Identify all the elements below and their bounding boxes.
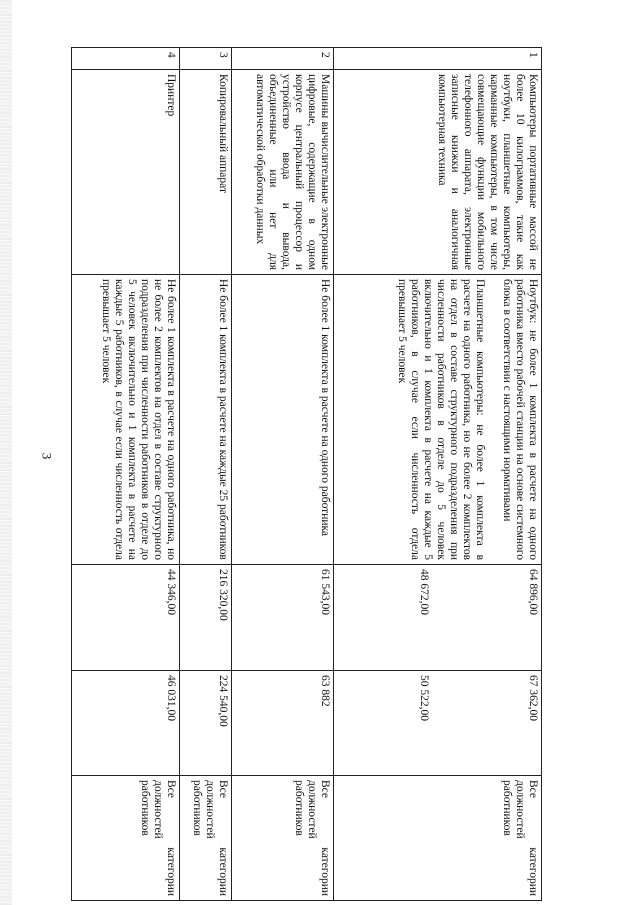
price-value: 67 362,00 [527,675,539,721]
norm-cell [334,275,542,565]
norm-text: Ноутбук: не более 1 комплекта в расчете на одного работника вместо рабочей станции на основе системного блока в соответствии с настоящими нормативами [501,279,539,560]
price-cell: 216 320,00 [180,565,232,671]
table-row [180,48,232,901]
table-row [232,48,334,901]
category-cell: Все категории должностей работников [180,776,232,901]
category-cell: Все категории должностей работников [232,776,334,901]
row-number: 2 [232,48,334,70]
category-cell: Все категории должностей работников [72,776,180,901]
item-name: Машины вычислительные электронные цифровые, содержащие в одном корпусе центральный процессор и устройство ввода и вывода, объединенные или нет для автоматической обработки данных [232,70,334,275]
price-cell: 46 031,00 [72,671,180,776]
price-cell: 224 540,00 [180,671,232,776]
price-cell [334,671,542,776]
row-number: 3 [180,48,232,70]
norms-table [71,47,542,901]
scan-edge [0,0,12,905]
price-cell: 61 543,00 [232,565,334,671]
item-name: Копировальный аппарат [180,70,232,275]
table-row [334,48,542,901]
row-number: 1 [334,48,542,70]
item-name: Принтер [72,70,180,275]
page-number: 3 [39,452,55,460]
price-cell: 44 346,00 [72,565,180,671]
price-value: 48 672,00 [418,569,430,615]
price-value: 50 522,00 [418,675,430,721]
norm-text: Планшетные компьютеры: не более 1 комплекта в расчете на одного работника, но не более 2 комплектов на отдел в составе структурного подразделения при численности работников в отделе до 5 человек включительно и 1 комплекта в расчете на каждые 5 работников, в случае если численность отдела превышает 5 человек [396,279,486,560]
category-cell: Все категории должностей работников [334,776,542,901]
norm-cell: Не более 1 комплекта в расчете на одного работника, но не более 2 комплектов на отдел в составе структурного подразделения при численности работников в отделе до 5 человек включительно и 1 комплекта в расчете на каждые 5 работников, в случае если численность отдела превышает 5 человек [72,275,180,565]
norm-cell: Не более 1 комплекта в расчете на одного работника [232,275,334,565]
price-cell [334,565,542,671]
price-value: 64 896,00 [527,569,539,615]
table-stage [72,47,542,900]
table-row [72,48,180,901]
item-name: Компьютеры портативные массой не более 10 килограммов, такие как ноутбуки, планшетные компьютеры, карманные компьютеры, в том числе совмещающие функции мобильного телефонного аппарата, электронные записные книжки и аналогичная компьютерная техника [334,70,542,275]
price-cell: 63 882 [232,671,334,776]
row-number: 4 [72,48,180,70]
norm-cell: Не более 1 комплекта в расчете на каждые 25 работников [180,275,232,565]
